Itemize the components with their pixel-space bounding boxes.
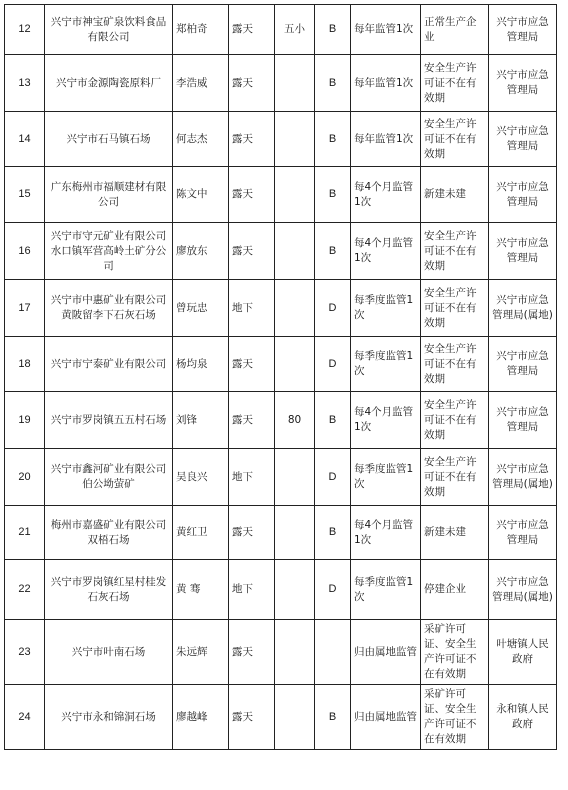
risk-class-cell: B: [315, 685, 351, 750]
responsible-person-cell: 廖放东: [173, 223, 229, 280]
mining-type-cell: 露天: [229, 337, 275, 392]
mining-type-cell: 地下: [229, 280, 275, 337]
license-status-cell: 安全生产许可证不在有效期: [421, 223, 489, 280]
row-number-cell: 22: [5, 560, 45, 620]
scale-value-cell: [275, 620, 315, 685]
mine-supervision-table: [4, 4, 557, 750]
mining-type-cell: 地下: [229, 449, 275, 506]
table-row: [5, 167, 557, 223]
responsible-person-cell: 刘锋: [173, 392, 229, 449]
license-status-cell: 安全生产许可证不在有效期: [421, 280, 489, 337]
scale-value-cell: 五小: [275, 5, 315, 55]
responsible-person-cell: 李浩威: [173, 55, 229, 112]
row-number-cell: 16: [5, 223, 45, 280]
license-status-cell: 采矿许可证、安全生产许可证不在有效期: [421, 685, 489, 750]
license-status-cell: 正常生产企业: [421, 5, 489, 55]
company-name-cell: 兴宁市鑫河矿业有限公司伯公坳萤矿: [45, 449, 173, 506]
scale-value-cell: [275, 685, 315, 750]
responsible-person-cell: 陈文中: [173, 167, 229, 223]
license-status-cell: 新建未建: [421, 167, 489, 223]
row-number-cell: 18: [5, 337, 45, 392]
supervision-frequency-cell: 每4个月监管1次: [351, 506, 421, 560]
scale-value-cell: [275, 167, 315, 223]
row-number-cell: 14: [5, 112, 45, 167]
table-row: [5, 280, 557, 337]
mining-type-cell: 露天: [229, 506, 275, 560]
supervising-department-cell: 兴宁市应急管理局: [489, 337, 557, 392]
scale-value-cell: [275, 223, 315, 280]
mining-type-cell: 露天: [229, 5, 275, 55]
scale-value-cell: [275, 55, 315, 112]
supervising-department-cell: 永和镇人民政府: [489, 685, 557, 750]
supervising-department-cell: 兴宁市应急管理局(属地): [489, 449, 557, 506]
scale-value-cell: [275, 449, 315, 506]
supervising-department-cell: 兴宁市应急管理局: [489, 392, 557, 449]
supervision-frequency-cell: 每年监管1次: [351, 5, 421, 55]
risk-class-cell: D: [315, 449, 351, 506]
responsible-person-cell: 廖越峰: [173, 685, 229, 750]
responsible-person-cell: 黄红卫: [173, 506, 229, 560]
supervision-frequency-cell: 每季度监管1次: [351, 337, 421, 392]
risk-class-cell: D: [315, 337, 351, 392]
mining-type-cell: 露天: [229, 55, 275, 112]
table-row: [5, 685, 557, 750]
license-status-cell: 停建企业: [421, 560, 489, 620]
scale-value-cell: 80: [275, 392, 315, 449]
company-name-cell: 兴宁市金源陶瓷原料厂: [45, 55, 173, 112]
table-row: [5, 337, 557, 392]
risk-class-cell: B: [315, 55, 351, 112]
scale-value-cell: [275, 112, 315, 167]
supervision-frequency-cell: 每季度监管1次: [351, 449, 421, 506]
supervising-department-cell: 兴宁市应急管理局: [489, 5, 557, 55]
scale-value-cell: [275, 280, 315, 337]
risk-class-cell: B: [315, 112, 351, 167]
row-number-cell: 13: [5, 55, 45, 112]
license-status-cell: 安全生产许可证不在有效期: [421, 112, 489, 167]
risk-class-cell: B: [315, 167, 351, 223]
company-name-cell: 兴宁市宁泰矿业有限公司: [45, 337, 173, 392]
table-body: [5, 5, 557, 750]
company-name-cell: 兴宁市叶南石场: [45, 620, 173, 685]
responsible-person-cell: 何志杰: [173, 112, 229, 167]
risk-class-cell: [315, 620, 351, 685]
table-row: [5, 392, 557, 449]
supervising-department-cell: 兴宁市应急管理局: [489, 55, 557, 112]
row-number-cell: 17: [5, 280, 45, 337]
responsible-person-cell: 杨均泉: [173, 337, 229, 392]
supervision-frequency-cell: 每4个月监管1次: [351, 223, 421, 280]
supervising-department-cell: 兴宁市应急管理局: [489, 223, 557, 280]
mining-type-cell: 地下: [229, 560, 275, 620]
row-number-cell: 20: [5, 449, 45, 506]
company-name-cell: 兴宁市永和锦洞石场: [45, 685, 173, 750]
license-status-cell: 安全生产许可证不在有效期: [421, 449, 489, 506]
supervising-department-cell: 兴宁市应急管理局: [489, 167, 557, 223]
responsible-person-cell: 吴良兴: [173, 449, 229, 506]
mining-type-cell: 露天: [229, 223, 275, 280]
license-status-cell: 安全生产许可证不在有效期: [421, 55, 489, 112]
table-row: [5, 449, 557, 506]
table-row: [5, 112, 557, 167]
supervision-frequency-cell: 每季度监管1次: [351, 280, 421, 337]
company-name-cell: 兴宁市罗岗镇五五村石场: [45, 392, 173, 449]
responsible-person-cell: 曾玩忠: [173, 280, 229, 337]
company-name-cell: 兴宁市守元矿业有限公司水口镇军营高岭土矿分公司: [45, 223, 173, 280]
supervision-frequency-cell: 每4个月监管1次: [351, 392, 421, 449]
supervising-department-cell: 兴宁市应急管理局(属地): [489, 560, 557, 620]
risk-class-cell: D: [315, 280, 351, 337]
responsible-person-cell: 朱远辉: [173, 620, 229, 685]
supervision-frequency-cell: 每年监管1次: [351, 112, 421, 167]
license-status-cell: 新建未建: [421, 506, 489, 560]
scale-value-cell: [275, 506, 315, 560]
risk-class-cell: B: [315, 5, 351, 55]
table-row: [5, 560, 557, 620]
row-number-cell: 12: [5, 5, 45, 55]
mining-type-cell: 露天: [229, 112, 275, 167]
row-number-cell: 21: [5, 506, 45, 560]
mining-type-cell: 露天: [229, 392, 275, 449]
company-name-cell: 兴宁市罗岗镇红星村桂发石灰石场: [45, 560, 173, 620]
scale-value-cell: [275, 337, 315, 392]
license-status-cell: 采矿许可证、安全生产许可证不在有效期: [421, 620, 489, 685]
row-number-cell: 19: [5, 392, 45, 449]
table-row: [5, 620, 557, 685]
risk-class-cell: B: [315, 392, 351, 449]
supervision-frequency-cell: 每4个月监管1次: [351, 167, 421, 223]
supervising-department-cell: 叶塘镇人民政府: [489, 620, 557, 685]
supervision-frequency-cell: 每季度监管1次: [351, 560, 421, 620]
supervising-department-cell: 兴宁市应急管理局(属地): [489, 280, 557, 337]
mining-type-cell: 露天: [229, 685, 275, 750]
table-row: [5, 506, 557, 560]
table-row: [5, 55, 557, 112]
license-status-cell: 安全生产许可证不在有效期: [421, 337, 489, 392]
row-number-cell: 24: [5, 685, 45, 750]
scale-value-cell: [275, 560, 315, 620]
mining-type-cell: 露天: [229, 620, 275, 685]
risk-class-cell: B: [315, 223, 351, 280]
risk-class-cell: B: [315, 506, 351, 560]
company-name-cell: 兴宁市石马镇石场: [45, 112, 173, 167]
company-name-cell: 广东梅州市福顺建材有限公司: [45, 167, 173, 223]
company-name-cell: 兴宁市中惠矿业有限公司黄陂留李下石灰石场: [45, 280, 173, 337]
supervision-frequency-cell: 每年监管1次: [351, 55, 421, 112]
responsible-person-cell: 黄 骞: [173, 560, 229, 620]
risk-class-cell: D: [315, 560, 351, 620]
table-row: [5, 223, 557, 280]
supervision-frequency-cell: 归由属地监管: [351, 685, 421, 750]
row-number-cell: 23: [5, 620, 45, 685]
responsible-person-cell: 郑柏奇: [173, 5, 229, 55]
table-row: [5, 5, 557, 55]
company-name-cell: 兴宁市神宝矿泉饮料食品有限公司: [45, 5, 173, 55]
supervision-frequency-cell: 归由属地监管: [351, 620, 421, 685]
license-status-cell: 安全生产许可证不在有效期: [421, 392, 489, 449]
supervising-department-cell: 兴宁市应急管理局: [489, 112, 557, 167]
company-name-cell: 梅州市嘉盛矿业有限公司双梧石场: [45, 506, 173, 560]
row-number-cell: 15: [5, 167, 45, 223]
mining-type-cell: 露天: [229, 167, 275, 223]
supervising-department-cell: 兴宁市应急管理局: [489, 506, 557, 560]
